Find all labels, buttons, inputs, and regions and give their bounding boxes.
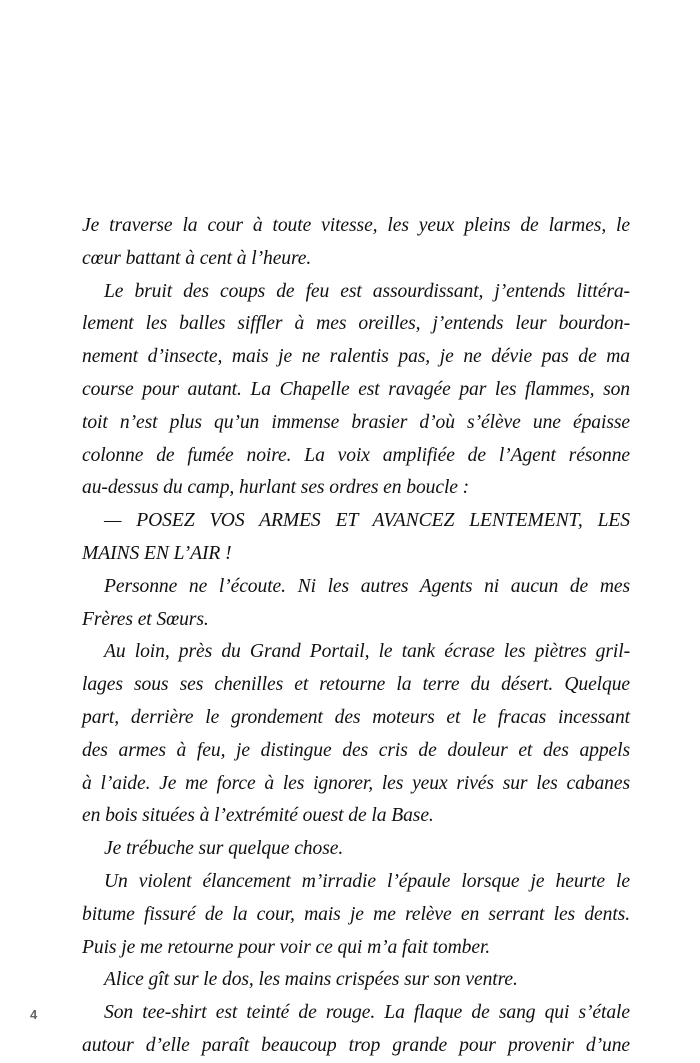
text-line: MAINS EN L’AIR ! bbox=[82, 542, 232, 564]
text-line: Je trébuche sur quelque chose. bbox=[104, 838, 344, 860]
text-line: au-dessus du camp, hurlant ses ordres en boucle : bbox=[82, 477, 470, 499]
text-line: Son tee-shirt est teinté de rouge. La flaque de sang qui s’étale bbox=[104, 1002, 630, 1024]
text-line: bitume fissuré de la cour, mais je me relève en serrant les dents. bbox=[82, 903, 630, 925]
text-line: Un violent élancement m’irradie l’épaule lorsque je heurte le bbox=[104, 870, 630, 892]
text-line: Le bruit des coups de feu est assourdissant, j’entends littéra- bbox=[104, 280, 630, 302]
text-line: part, derrière le grondement des moteurs et le fracas incessant bbox=[82, 706, 630, 728]
text-line: cœur battant à cent à l’heure. bbox=[82, 247, 312, 269]
page-number: 4 bbox=[30, 1007, 38, 1022]
text-line: autour d’elle paraît beaucoup trop grande pour provenir d’une bbox=[82, 1034, 630, 1056]
text-line: lages sous ses chenilles et retourne la terre du désert. Quelque bbox=[82, 674, 630, 696]
text-line: toit n’est plus qu’un immense brasier d’où s’élève une épaisse bbox=[82, 411, 630, 433]
text-line: en bois situées à l’extrémité ouest de la Base. bbox=[82, 805, 434, 827]
book-page-text bbox=[82, 210, 630, 1063]
text-line: Puis je me retourne pour voir ce qui m’a fait tomber. bbox=[82, 936, 491, 958]
text-line: Frères et Sœurs. bbox=[82, 608, 209, 630]
text-line: à l’aide. Je me force à les ignorer, les yeux rivés sur les cabanes bbox=[82, 772, 630, 794]
text-line: Personne ne l’écoute. Ni les autres Agents ni aucun de mes bbox=[104, 575, 630, 597]
text-line: — POSEZ VOS ARMES ET AVANCEZ LENTEMENT, LES bbox=[104, 510, 630, 532]
text-line: lement les balles siffler à mes oreilles, j’entends leur bourdon- bbox=[82, 313, 630, 335]
text-line: des armes à feu, je distingue des cris de douleur et des appels bbox=[82, 739, 630, 761]
text-line: colonne de fumée noire. La voix amplifiée de l’Agent résonne bbox=[82, 444, 630, 466]
text-line: nement d’insecte, mais je ne ralentis pas, je ne dévie pas de ma bbox=[82, 346, 630, 368]
text-line: Je traverse la cour à toute vitesse, les yeux pleins de larmes, le bbox=[82, 215, 630, 236]
text-line: Alice gît sur le dos, les mains crispées sur son ventre. bbox=[104, 969, 518, 991]
text-line: course pour autant. La Chapelle est ravagée par les flammes, son bbox=[82, 378, 630, 400]
text-line: Au loin, près du Grand Portail, le tank écrase les piètres gril- bbox=[104, 641, 630, 663]
